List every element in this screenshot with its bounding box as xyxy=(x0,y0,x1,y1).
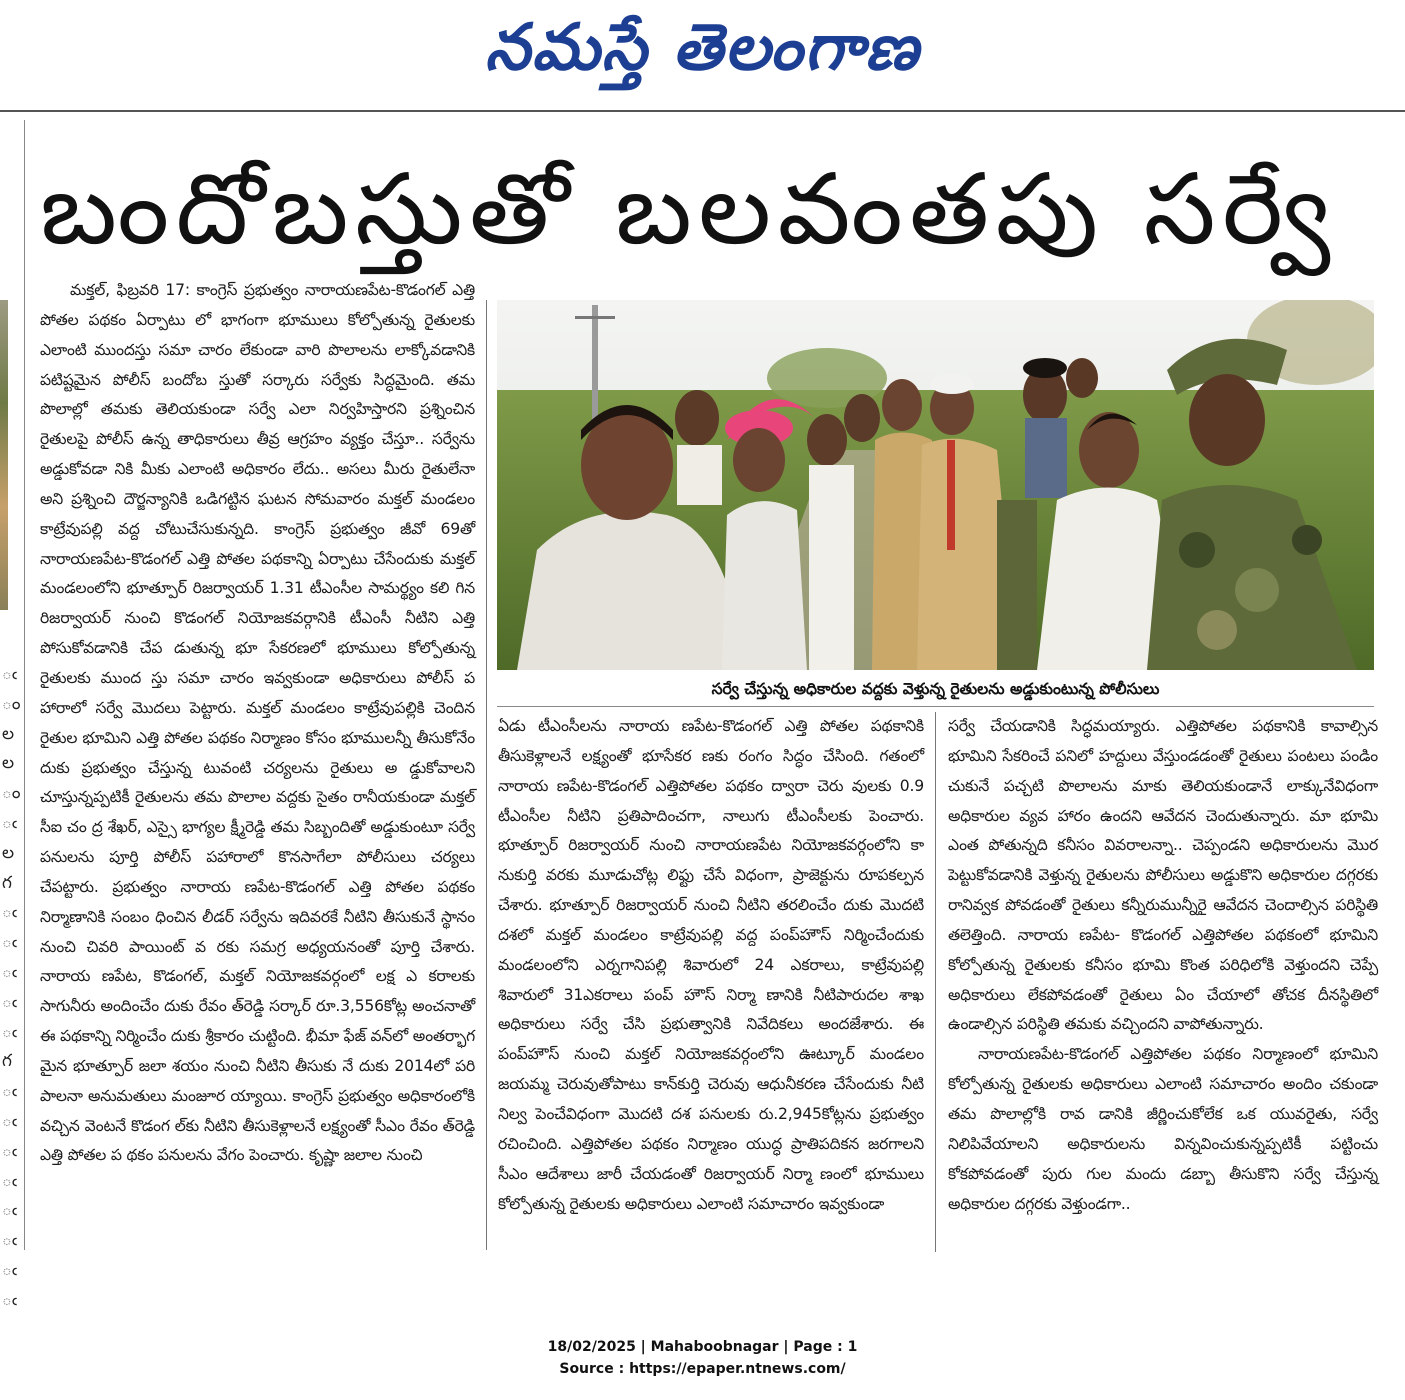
newspaper-logo: నమస్తే తెలంగాణ xyxy=(484,11,921,85)
adjacent-text-char: ఁ xyxy=(2,664,17,684)
adjacent-text-char: గ xyxy=(2,872,12,893)
adjacent-text-char: ల xyxy=(2,753,15,774)
page-footer xyxy=(0,1336,1405,1380)
adjacent-text-char: ఁ xyxy=(2,902,17,923)
adjacent-text-char: ఁ xyxy=(2,991,17,1012)
adjacent-text-char: ఁ xyxy=(2,1140,17,1161)
adjacent-text-char: ఁ xyxy=(2,1081,17,1102)
photo-caption: సర్వే చేస్తున్న అధికారుల వద్దకు వెళ్తున్న రైతులను అడ్డుకుంటున్న పోలీసులు xyxy=(497,672,1374,707)
adjacent-text-char: ల xyxy=(2,723,15,744)
article-paragraph: మక్తల్, ఫిబ్రవరి 17: కాంగ్రెస్ ప్రభుత్వం నారాయణపేట-కొడంగల్ ఎత్తి పోతల పథకం ఏర్పాటు లో భాగంగా భూములు కోల్పోతున్న రైతులకు ఎలాంటి ముందస్తు సమా చారం లేకుండా వారి పొలాలను లాక్కోవడానికి పటిష్టమైన పోలీస్ బందోబ స్తుతో సర్కారు సర్వేకు సిద్ధమైంది. తమ పొలాల్లో తమకు తెలియకుండా సర్వే ఎలా నిర్వహిస్తారని ప్రశ్నించిన రైతులపై పోలీస్ ఉన్న తాధికారులు తీవ్ర ఆగ్రహం వ్యక్తం చేస్తూ.. సర్వేను అడ్డుకోవడా నికి మీకు ఎలాంటి అధికారం లేదు.. అసలు మీరు రైతులేనా అని ప్రశ్నించి దౌర్జన్యానికి ఒడిగట్టిన ఘటన సోమవారం మక్తల్ మండలం కాట్రేవుపల్లి వద్ద చోటుచేసుకున్నది. కాంగ్రెస్ ప్రభుత్వం జీవో 69తో నారాయణపేట-కొడంగల్ ఎత్తి పోతల పథకాన్ని ఏర్పాటు చేసేందుకు మక్తల్ మండలంలోని భూత్పూర్ రిజర్వాయర్ 1.31 టీఎంసీల సామర్థ్యం కలి గిన రిజర్వాయర్ నుంచి కొడంగల్ నియోజకవర్గానికి టీఎంసీ నీటిని ఎత్తి పోసుకోవడానికి చేప డుతున్న భూ సేకరణలో భూములు కోల్పోతున్న రైతులకు ముంద స్తు సమా చారం ఇవ్వకుండా అధికారులు పోలీస్ ప హారాలో సర్వే మొదలు పెట్టారు. మక్తల్ మండలం కాట్రేవుపల్లికి చెందిన రైతుల భూమిని ఎత్తి పోతల పథకం నిర్మాణం కోసం భూములన్నీ తీసుకోనేం దుకు ప్రభుత్వం చేస్తున్న టువంటి చర్యలను రైతులు అ డ్డుకోవాలని చూస్తున్నప్పటికీ రైతులను తమ పొలాల వద్దకు సైతం రానీయకుండా మక్తల్ సీఐ చం ద్ర శేఖర్, ఎస్సై భాగ్యల క్ష్మీరెడ్డి తమ సిబ్బందితో అడ్డుకుంటూ సర్వే పనులను పూర్తి పోలీస్ పహారాలో కొనసాగేలా పోలీసులు చర్యలు చేపట్టారు. ప్రభుత్వం నారాయ ణపేట-కొడంగల్ ఎత్తి పోతల పథకం నిర్మాణానికి సంబం ధించిన లీడర్ సర్వేను ఇదివరకే నీటిని తీసుకునే స్థానం నుంచి చివరి పాయింట్ వ రకు సమగ్ర అధ్యయనంతో పూర్తి చేశారు. నారాయ ణపేట, కొడంగల్, మక్తల్ నియోజకవర్గంలో లక్ష ఎ కరాలకు సాగునీరు అందించేం దుకు రేవం త్‌రెడ్డి సర్కార్ రూ.3,556కోట్ల అంచనాతో ఈ పథకాన్ని నిర్మించేం దుకు శ్రీకారం చుట్టింది. భీమా ఫేజ్ వన్‌లో అంతర్భాగ మైన భూత్పూర్ జలా శయం నుంచి నీటిని తీసుకు నే దుకు 2014లో పరి పాలనా అనుమతులు మంజూర య్యాయి. కాంగ్రెస్ ప్రభుత్వం అధికారంలోకి వచ్చిన వెంటనే కొడంగ ల్‌కు నీటిని తీసుకెళ్లాలనే లక్ష్యంతో సీఎం రేవం త్‌రెడ్డి ఎత్తి పోతల ప థకం పనులను వేగం పెంచారు. కృష్ణా జలాల నుంచి xyxy=(40,281,475,1165)
adjacent-text-char: ఁ xyxy=(2,812,17,833)
article-paragraph: ఏడు టీఎంసీలను నారాయ ణపేట-కొడంగల్ ఎత్తి పోతల పథకానికి తీసుకెళ్లాలనే లక్ష్యంతో భూసేకర ణకు రంగం సిద్ధం చేసింది. గతంలో నారాయ ణపేట-కొడంగల్ ఎత్తిపోతల పథకం ద్వారా చెరు వులకు 0.9 టీఎంసీల నీటిని ప్రతిపాదించగా, నాలుగు టీఎంసీలకు పెంచారు. భూత్పూర్ రిజర్వాయర్ నుంచి నారాయణపేట నియోజకవర్గంలోని కా నుకుర్తి వరకు మూడుచోట్ల లిఫ్టు చేసే విధంగా, ప్రాజెక్టును రూపకల్పన చేశారు. భూత్పూర్ రిజర్వాయర్ నుంచి నీటిని తరలించేం దుకు మొదటి దశలో మక్తల్ మండలం కాట్రేవుపల్లి వద్ద పంప్‌హౌస్ నిర్మించేందుకు మండలంలోని ఎర్నగానిపల్లి శివారులో 24 ఎకరాలు, కాట్రేవుపల్లి శివారులో 31ఎకరాలు పంప్ హౌస్ నిర్మా ణానికి నీటిపారుదల శాఖ అధికారులు సర్వే చేసి ప్రభుత్వానికి నివేదికలు అందజేశారు. ఈ పంప్‌హౌస్ నుంచి మక్తల్ నియోజకవర్గంలోని ఊట్కూర్ మండలం జయమ్మ చెరువుతోపాటు కాన్‌కుర్తి చెరువు ఆధునీకరణ చేసేందుకు నీటి నిల్వ పెంచేవిధంగా మొదటి దశ పనులకు రు.2,945కోట్లను ప్రభుత్వం రచించింది. ఎత్తిపోతల పథకం నిర్మాణం యుద్ధ ప్రాతిపదికన జరగాలని సీఎం ఆదేశాలు జారీ చేయడంతో రిజర్వాయర్ నిర్మా ణంలో భూములు కోల్పోతున్న రైతులకు అధికారులు ఎలాంటి సమాచారం ఇవ్వకుండా xyxy=(498,717,924,1213)
adjacent-text-char: ఁ xyxy=(2,1110,17,1131)
column-divider xyxy=(486,300,487,1250)
masthead-rule xyxy=(0,110,1405,112)
adjacent-text-char: ం xyxy=(2,693,21,714)
masthead xyxy=(0,0,1405,112)
news-photo-police-farmers xyxy=(497,300,1374,670)
article-column-left xyxy=(40,276,475,1171)
adjacent-text-char: ం xyxy=(2,783,21,804)
adjacent-text-char: ఁ xyxy=(2,961,17,982)
adjacent-text-char: ఁ xyxy=(2,1259,17,1280)
adjacent-text-char: ఁ xyxy=(2,932,17,953)
article-paragraph: సర్వే చేయడానికి సిద్ధమయ్యారు. ఎత్తిపోతల పథకానికి కావాల్సిన భూమిని సేకరించే పనిలో హద్దులు వేస్తుండడంతో రైతులు పంటలు పండిం చుకునే పచ్చటి పొలాలను మాకు తెలియకుండానే లాక్కునేవిధంగా అధికారుల వ్యవ హారం ఉందని ఆవేదన చెందుతున్నారు. మా భూమి ఎంత పోతున్నది కనీసం వివరాలన్నా.. చెప్పండని అధికారులను మొర పెట్టుకోవడానికి వెళ్తున్న రైతులను పోలీసులు అడ్డుకొని అధికారుల దగ్గరకు రానివ్వక పోవడంతో రైతులు కన్నీరుమున్నీరై ఆవేదన చెందాల్సిన పరిస్థితి తలెత్తింది. నారాయ ణపేట- కొడంగల్ ఎత్తిపోతల పథకంలో భూమిని కోల్పోతున్న రైతులకు కనీసం భూమి కొంత పరిధిలోకి వెళ్తుందని చెప్పే అధికారులు లేకపోవడంతో రైతులు ఏం చేయాలో తోచక దీనస్థితిలో ఉండాల్సిన పరిస్థితి తమకు వచ్చిందని వాపోతున్నారు. xyxy=(948,717,1378,1034)
photo-illustration xyxy=(497,300,1374,670)
adjacent-photo-sliver xyxy=(0,300,8,610)
article-paragraph: నారాయణపేట-కొడంగల్ ఎత్తిపోతల పథకం నిర్మాణంలో భూమిని కోల్పోతున్న రైతులకు అధికారులు ఎలాంటి సమాచారం అందిం చకుండా తమ పొలాల్లోకి రావ డానికి జీర్ణించుకోలేక ఒక యువరైతు, సర్వే నిలిపివేయాలని అధికారులను విన్నవించుకున్నప్పటికీ పట్టించు కోకపోవడంతో పురు గుల మందు డబ్బా తీసుకొని సర్వే చేస్తున్న అధికారుల దగ్గరకు వెళ్తుండగా.. xyxy=(948,1045,1378,1213)
adjacent-text-char: గ xyxy=(2,1051,12,1072)
article-column-right xyxy=(948,712,1378,1219)
adjacent-article-strip xyxy=(0,120,25,1310)
adjacent-text-char: ఁ xyxy=(2,1200,17,1221)
adjacent-text-char: ఁ xyxy=(2,1170,17,1191)
adjacent-text-char: ఁ xyxy=(2,1021,17,1042)
adjacent-text-char: ఁ xyxy=(2,1289,17,1310)
adjacent-text-char: ల xyxy=(2,842,15,863)
adjacent-text-sliver xyxy=(2,660,22,1316)
column-divider xyxy=(935,712,936,1252)
headline: బందోబస్తుతో బలవంతపు సర్వే xyxy=(40,153,1337,267)
edition-info: 18/02/2025 | Mahaboobnagar | Page : 1 xyxy=(547,1339,858,1355)
adjacent-text-char: ఁ xyxy=(2,1230,17,1251)
article-column-middle xyxy=(498,712,924,1219)
source-link[interactable]: Source : https://epaper.ntnews.com/ xyxy=(559,1361,846,1377)
